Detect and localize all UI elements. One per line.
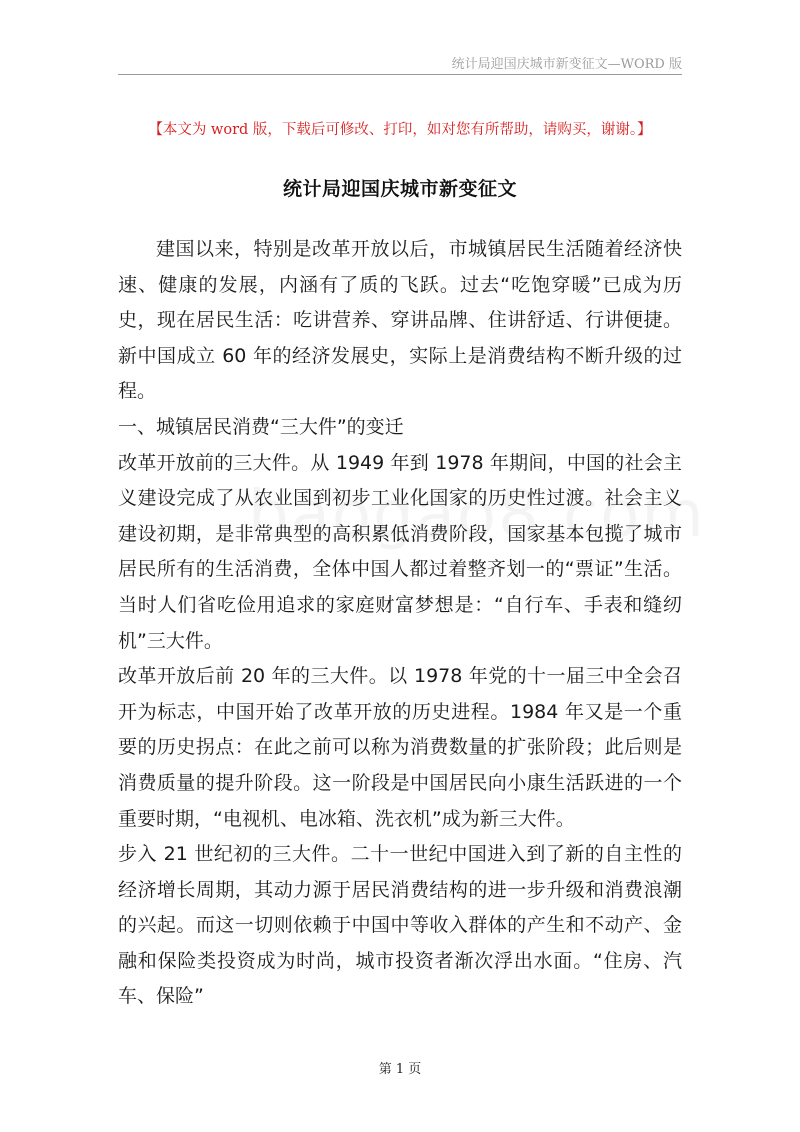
paragraph-post-reform: 改革开放后前 20 年的三大件。以 1978 年党的十一届三中全会召开为标志，中国开始了改革开放的历史进程。1984 年又是一个重要的历史拐点：在此之前可以称为消费数量的扩张阶段；此后则是消费质量的提升阶段。这一阶段是中国居民向小康生活跃进的一个重要时期，“电视机、电冰箱、洗衣机”成为新三大件。 <box>118 665 682 830</box>
section-heading: 一、城镇居民消费“三大件”的变迁 <box>118 415 404 438</box>
document-title: 统计局迎国庆城市新变征文 <box>282 178 517 200</box>
page-header-title: 统计局迎国庆城市新变征文—WORD 版 <box>451 57 682 72</box>
page-number: 第 1 页 <box>378 1062 422 1077</box>
paragraph-pre-reform: 改革开放前的三大件。从 1949 年到 1978 年期间，中国的社会主义建设完成了从农业国到初步工业化国家的历史性过渡。社会主义建设初期，是非常典型的高积累低消费阶段，国家基本包揽了城市居民所有的生活消费，全体中国人都过着整齐划一的“票证”生活。当时人们省吃俭用追求的家庭财富梦想是：“自行车、手表和缝纫机”三大件。 <box>118 451 682 652</box>
download-notice: 【本文为 word 版，下载后可修改、打印，如对您有所帮助，请购买，谢谢。】 <box>148 122 652 138</box>
header-divider <box>118 74 682 75</box>
document-body <box>118 232 682 1015</box>
intro-paragraph: 建国以来，特别是改革开放以后，市城镇居民生活随着经济快速、健康的发展，内涵有了质的飞跃。过去“吃饱穿暖”已成为历史，现在居民生活：吃讲营养、穿讲品牌、住讲舒适、行讲便捷。新中国成立 60 年的经济发展史，实际上是消费结构不断升级的过程。 <box>118 238 682 403</box>
paragraph-21st-century: 步入 21 世纪初的三大件。二十一世纪中国进入到了新的自主性的经济增长周期，其动力源于居民消费结构的进一步升级和消费浪潮的兴起。而这一切则依赖于中国中等收入群体的产生和不动产、金融和保险类投资成为时尚，城市投资者渐次浮出水面。“住房、汽车、保险” <box>118 843 682 1008</box>
